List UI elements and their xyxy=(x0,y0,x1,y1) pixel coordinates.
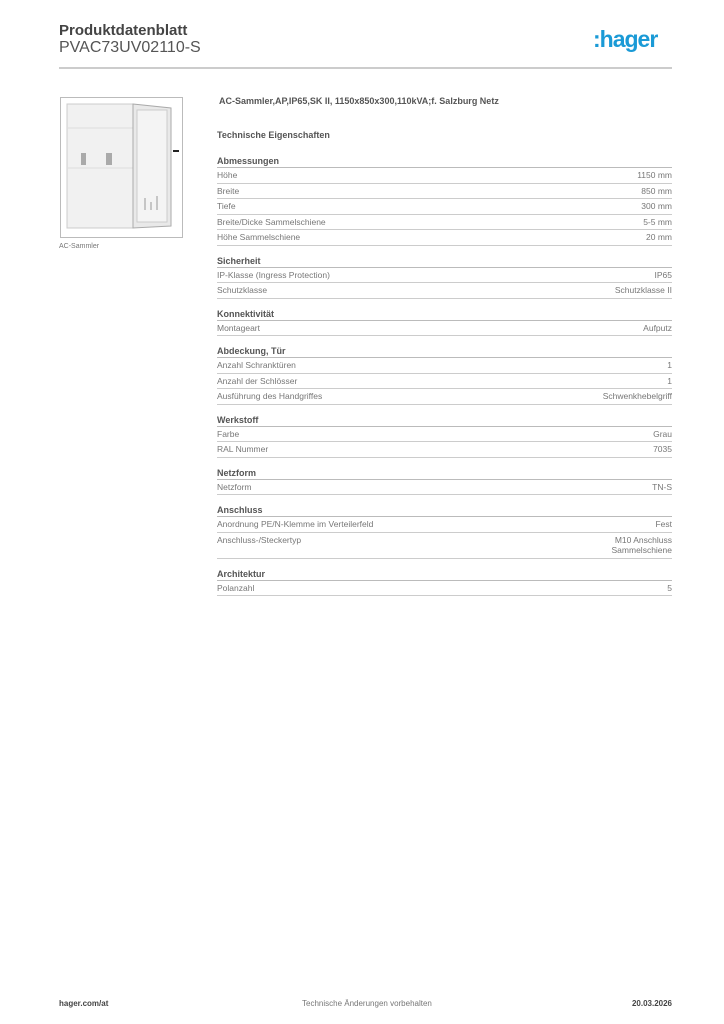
spec-section xyxy=(217,308,672,337)
spec-section xyxy=(217,155,672,246)
spec-value: 300 mm xyxy=(641,201,672,211)
spec-value: 850 mm xyxy=(641,185,672,196)
spec-label: Schutzklasse xyxy=(217,285,268,295)
spec-value: 20 mm xyxy=(646,232,672,242)
section-heading: Netzform xyxy=(217,467,672,480)
spec-section xyxy=(217,467,672,496)
section-heading: Abmessungen xyxy=(217,155,672,168)
spec-row xyxy=(217,321,672,337)
header-divider xyxy=(59,67,672,69)
footer-date: 20.03.2026 xyxy=(631,999,672,1008)
spec-label: RAL Nummer xyxy=(217,444,269,454)
spec-label: Anordnung PE/N-Klemme im Verteilerfeld xyxy=(217,519,374,529)
spec-row xyxy=(217,442,672,458)
spec-label: Farbe xyxy=(217,428,240,439)
spec-label: Polanzahl xyxy=(217,582,255,593)
spec-row xyxy=(217,184,672,200)
spec-value: 5-5 mm xyxy=(643,216,672,227)
spec-label: Breite xyxy=(217,185,240,196)
spec-section xyxy=(217,345,672,405)
spec-value: 5 xyxy=(667,582,672,593)
spec-row xyxy=(217,427,672,443)
spec-section xyxy=(217,568,672,597)
spec-value: Schwenkhebelgriff xyxy=(602,391,672,401)
spec-label: Anschluss-/Steckertyp xyxy=(217,534,302,545)
spec-row xyxy=(217,517,672,533)
section-heading: Sicherheit xyxy=(217,255,672,268)
spec-value: 1 xyxy=(667,360,672,370)
section-heading: Architektur xyxy=(217,568,672,581)
section-heading: Anschluss xyxy=(217,504,672,517)
spec-label: Anzahl Schranktüren xyxy=(217,360,296,370)
spec-value: Schutzklasse II xyxy=(614,285,672,295)
spec-row xyxy=(217,480,672,496)
spec-section xyxy=(217,255,672,299)
spec-sections xyxy=(217,155,672,605)
image-caption: AC-Sammler xyxy=(59,243,100,250)
tech-heading: Technische Eigenschaften xyxy=(217,130,330,140)
spec-row xyxy=(217,389,672,405)
spec-row xyxy=(217,533,672,559)
spec-row xyxy=(217,230,672,246)
spec-row xyxy=(217,199,672,215)
spec-section xyxy=(217,504,672,559)
spec-value: 1150 mm xyxy=(637,170,672,180)
spec-label: IP-Klasse (Ingress Protection) xyxy=(217,269,330,280)
spec-label: Tiefe xyxy=(217,201,236,211)
section-heading: Werkstoff xyxy=(217,414,672,427)
spec-value: Grau xyxy=(653,428,672,439)
spec-row xyxy=(217,283,672,299)
spec-value: Fest xyxy=(655,519,672,529)
spec-row xyxy=(217,215,672,231)
section-heading: Abdeckung, Tür xyxy=(217,345,672,358)
spec-section xyxy=(217,414,672,458)
spec-label: Montageart xyxy=(217,322,260,333)
spec-row xyxy=(217,358,672,374)
spec-row xyxy=(217,581,672,597)
spec-label: Anzahl der Schlösser xyxy=(217,375,298,386)
spec-label: Ausführung des Handgriffes xyxy=(217,391,323,401)
spec-value: IP65 xyxy=(654,269,672,280)
spec-label: Netzform xyxy=(217,481,252,492)
hager-logo: :hager xyxy=(593,26,658,52)
spec-label: Höhe Sammelschiene xyxy=(217,232,301,242)
spec-row xyxy=(217,268,672,284)
spec-label: Höhe xyxy=(217,170,238,180)
spec-value: 7035 xyxy=(653,444,672,454)
spec-row xyxy=(217,374,672,390)
section-heading: Konnektivität xyxy=(217,308,672,321)
footer-notice: Technische Änderungen vorbehalten xyxy=(302,999,432,1008)
spec-value: 1 xyxy=(667,375,672,386)
product-image xyxy=(60,97,183,238)
product-code: PVAC73UV02110-S xyxy=(59,39,201,56)
spec-value: TN-S xyxy=(652,481,672,492)
spec-value: Aufputz xyxy=(643,322,672,333)
spec-label: Breite/Dicke Sammelschiene xyxy=(217,216,326,227)
footer-website: hager.com/at xyxy=(59,999,109,1008)
spec-value: M10 Anschluss Sammelschiene xyxy=(611,534,672,555)
spec-row xyxy=(217,168,672,184)
page-title: Produktdatenblatt xyxy=(59,22,188,39)
product-description: AC-Sammler,AP,IP65,SK II, 1150x850x300,110kVA;f. Salzburg Netz xyxy=(219,96,499,106)
